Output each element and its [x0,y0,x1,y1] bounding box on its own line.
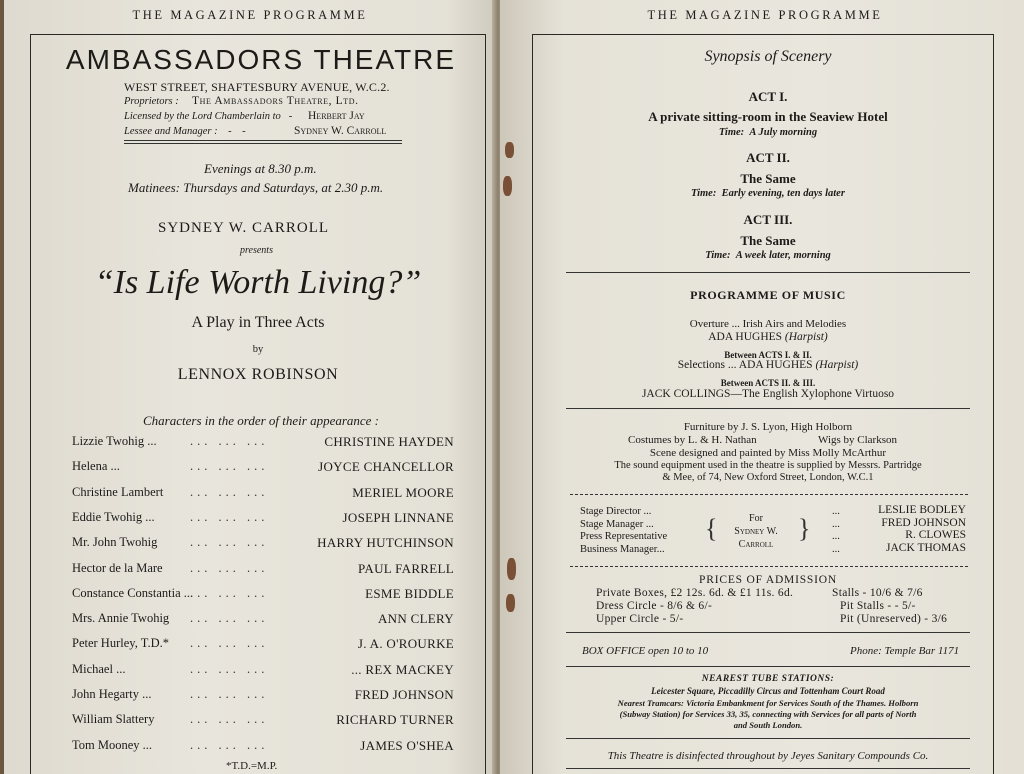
lessee-value: Sydney W. Carroll [294,125,387,137]
cast-row [72,535,454,555]
act-2-time: Time: Early evening, ten days later [691,188,845,199]
tube-heading: NEAREST TUBE STATIONS: [701,674,835,684]
section-rule [570,494,968,495]
staff-name: LESLIE BODLEY [878,504,966,516]
actor-name: ... REX MACKEY [351,661,454,677]
overture-line: Overture ... Irish Airs and Melodies [689,318,847,330]
right-frame [532,34,994,774]
actor-name: JOYCE CHANCELLOR [318,459,454,475]
section-rule [566,666,970,667]
box-office: BOX OFFICE open 10 to 10 [582,645,709,657]
staff-name: JACK THOMAS [886,541,966,554]
disinfected-note: This Theatre is disinfected throughout by Jeyes Sanitary Compounds Co. [607,750,929,762]
cast-row [72,611,454,631]
staff-names [850,504,966,554]
character-name: Christine Lambert [72,484,164,499]
leader-dots: ... ... ... [190,611,269,626]
staff-for-line: Carroll [738,539,774,550]
wigs-credit: Wigs by Clarkson [818,434,897,446]
sound-credit-1: The sound equipment used in the theatre is supplied by Messrs. Partridge [614,460,922,471]
theatre-address: WEST STREET, SHAFTESBURY AVENUE, W.C.2. [124,80,390,94]
actor-name: RICHARD TURNER [336,712,454,728]
brace-right: } [798,514,811,543]
licensed-label: Licensed by the Lord Chamberlain to - [124,111,293,122]
leader-dots: ... ... ... [190,484,269,499]
prices-heading: PRICES OF ADMISSION [699,574,837,586]
act-3-scene: The Same [740,233,796,248]
cast-row [72,434,454,454]
staff-for-line: Sydney W. [734,526,778,537]
leader-dots: ... ... ... [190,459,269,474]
leader-dots: ... ... ... [190,712,269,727]
burn-mark [503,176,512,196]
act-2-scene: The Same [740,171,796,186]
section-rule [566,768,970,769]
licensed-value: Herbert Jay [308,110,365,122]
actor-name: HARRY HUTCHINSON [317,535,454,551]
actor-name: CHRISTINE HAYDEN [324,434,454,449]
footnote: *T.D.=M.P. [226,760,278,772]
price-right: Stalls - 10/6 & 7/6 [832,587,923,599]
proprietors-label: Proprietors : [124,96,179,107]
synopsis-heading: Synopsis of Scenery [704,48,832,65]
staff-dots-item: ... [832,531,840,542]
brace-left: { [705,514,718,543]
evenings-time: Evenings at 8.30 p.m. [204,161,317,176]
cast-row [72,459,454,479]
tram-line-3: and South London. [733,720,803,730]
price-right: Pit (Unreserved) - 3/6 [840,613,948,625]
by-word: by [252,344,264,355]
section-rule [566,738,970,739]
staff-role: Business Manager... [580,543,665,555]
leader-dots: ... ... ... [190,509,269,524]
section-rule [566,408,970,409]
costumes-credit: Costumes by L. & H. Nathan [628,434,757,446]
scene-credit: Scene designed and painted by Miss Molly McArthur [649,447,887,459]
cast-row [72,636,454,656]
actor-name: ESME BIDDLE [365,585,454,601]
actor-name: FRED JOHNSON [354,687,454,702]
character-name: Helena ... [72,459,120,474]
staff-dots-item: ... [832,518,840,530]
staff-role: Press Representative [580,531,668,542]
actor-name: JOSEPH LINNANE [342,509,454,525]
actor-name: PAUL FARRELL [358,560,454,576]
play-subtitle: A Play in Three Acts [191,314,325,331]
theatre-header [30,44,486,76]
left-running-head: THE MAGAZINE PROGRAMME [132,8,368,22]
tram-line-1: Nearest Tramcars: Victoria Embankment for Services South of the Thames. Holborn [617,698,919,708]
price-right: Pit Stalls - - 5/- [840,600,916,612]
actor-name: JAMES O'SHEA [360,737,454,753]
author-name: LENNOX ROBINSON [177,366,339,383]
staff-roles [580,506,667,556]
act-1-time: Time: A July morning [718,127,818,138]
staff-dots-item: ... [832,543,840,555]
character-name: Mrs. Annie Twohig [72,611,170,626]
price-left: Upper Circle - 5/- [596,613,684,625]
right-running-head: THE MAGAZINE PROGRAMME [647,8,883,22]
phone: Phone: Temple Bar 1171 [850,645,960,657]
act-1-label: ACT I. [748,89,788,104]
cast-row [72,510,454,530]
section-rule [566,272,970,273]
between-acts-1-2: Between ACTS I. & II. [724,350,812,360]
section-rule [570,566,968,567]
character-name: Tom Mooney ... [72,737,153,752]
actor-name: J. A. O'ROURKE [357,636,454,652]
price-left: Dress Circle - 8/6 & 6/- [596,600,713,612]
section-rule [566,632,970,633]
theatre-name: AMBASSADORS THEATRE [65,44,457,75]
furniture-credit: Furniture by J. S. Lyon, High Holborn [683,421,853,433]
header-rule-2 [124,143,402,144]
cast-row [72,485,454,505]
character-name: John Hegarty ... [72,687,152,701]
staff-name: R. CLOWES [905,529,966,541]
tram-line-2: (Subway Station) for Services 33, 35, connecting with Services for all parts of North [619,709,917,719]
characters-heading: Characters in the order of their appearance : [143,413,380,428]
header-rule-1 [124,140,402,141]
staff-dots-item: ... [832,506,840,517]
presents-word: presents [240,245,273,256]
actor-name: ANN CLERY [377,611,454,627]
character-name: Constance Constantia ... [72,585,194,600]
staff-for [724,512,788,551]
leader-dots: ... ... ... [190,560,269,575]
actor-name: MERIEL MOORE [352,484,454,500]
character-name: Lizzie Twohig ... [72,434,157,448]
leader-dots: ... ... ... [190,535,269,550]
staff-for-line: For [749,513,763,524]
cast-row [72,662,454,682]
cast-row [72,586,454,606]
staff-role: Stage Manager ... [580,518,654,530]
character-name: Hector de la Mare [72,560,163,575]
act-3-time: Time: A week later, morning [705,250,831,261]
leader-dots: ... ... ... [190,737,269,752]
cast-row [72,738,454,758]
cast-row [72,561,454,581]
character-name: Eddie Twohig ... [72,509,155,524]
cast-row [72,712,454,732]
matinees-time: Matinees: Thursdays and Saturdays, at 2.30 p.m. [128,180,384,195]
xylophone-line: JACK COLLINGS—The English Xylophone Virtuoso [641,388,895,400]
leader-dots: ... ... ... [190,687,269,701]
act-3-label: ACT III. [743,212,793,227]
character-name: Mr. John Twohig [72,535,158,550]
burn-mark [507,558,516,580]
character-name: Michael ... [72,661,126,676]
proprietors-value: The Ambassadors Theatre, Ltd. [192,95,359,107]
presenter-name: SYDNEY W. CARROLL [158,220,330,236]
leader-dots: ... ... ... [190,585,269,600]
act-2-label: ACT II. [746,150,790,165]
cast-row [72,687,454,707]
sound-credit-2: & Mee, of 74, New Oxford Street, London, W.C.1 [662,472,874,483]
staff-dots [832,506,840,556]
character-name: William Slattery [72,712,155,727]
lessee-label: Lessee and Manager : - - [124,126,246,137]
tube-stations: Leicester Square, Piccadilly Circus and Tottenham Court Road [651,686,885,696]
play-title: “Is Life Worth Living?” [94,264,422,301]
act-1-scene: A private sitting-room in the Seaview Hotel [648,109,888,124]
selections-line: Selections ... ADA HUGHES (Harpist) [677,359,859,371]
between-acts-2-3: Between ACTS II. & III. [720,378,816,388]
music-heading: PROGRAMME OF MUSIC [690,288,846,302]
burn-mark [506,594,515,612]
staff-role: Stage Director ... [580,506,652,517]
leader-dots: ... ... ... [190,434,269,448]
leader-dots: ... ... ... [190,661,269,676]
price-left: Private Boxes, £2 12s. 6d. & £1 11s. 6d. [596,587,794,599]
character-name: Peter Hurley, T.D.* [72,636,169,651]
burn-mark [505,142,514,158]
staff-name: FRED JOHNSON [881,516,966,529]
overture-by: ADA HUGHES (Harpist) [708,331,828,343]
leader-dots: ... ... ... [190,636,269,651]
